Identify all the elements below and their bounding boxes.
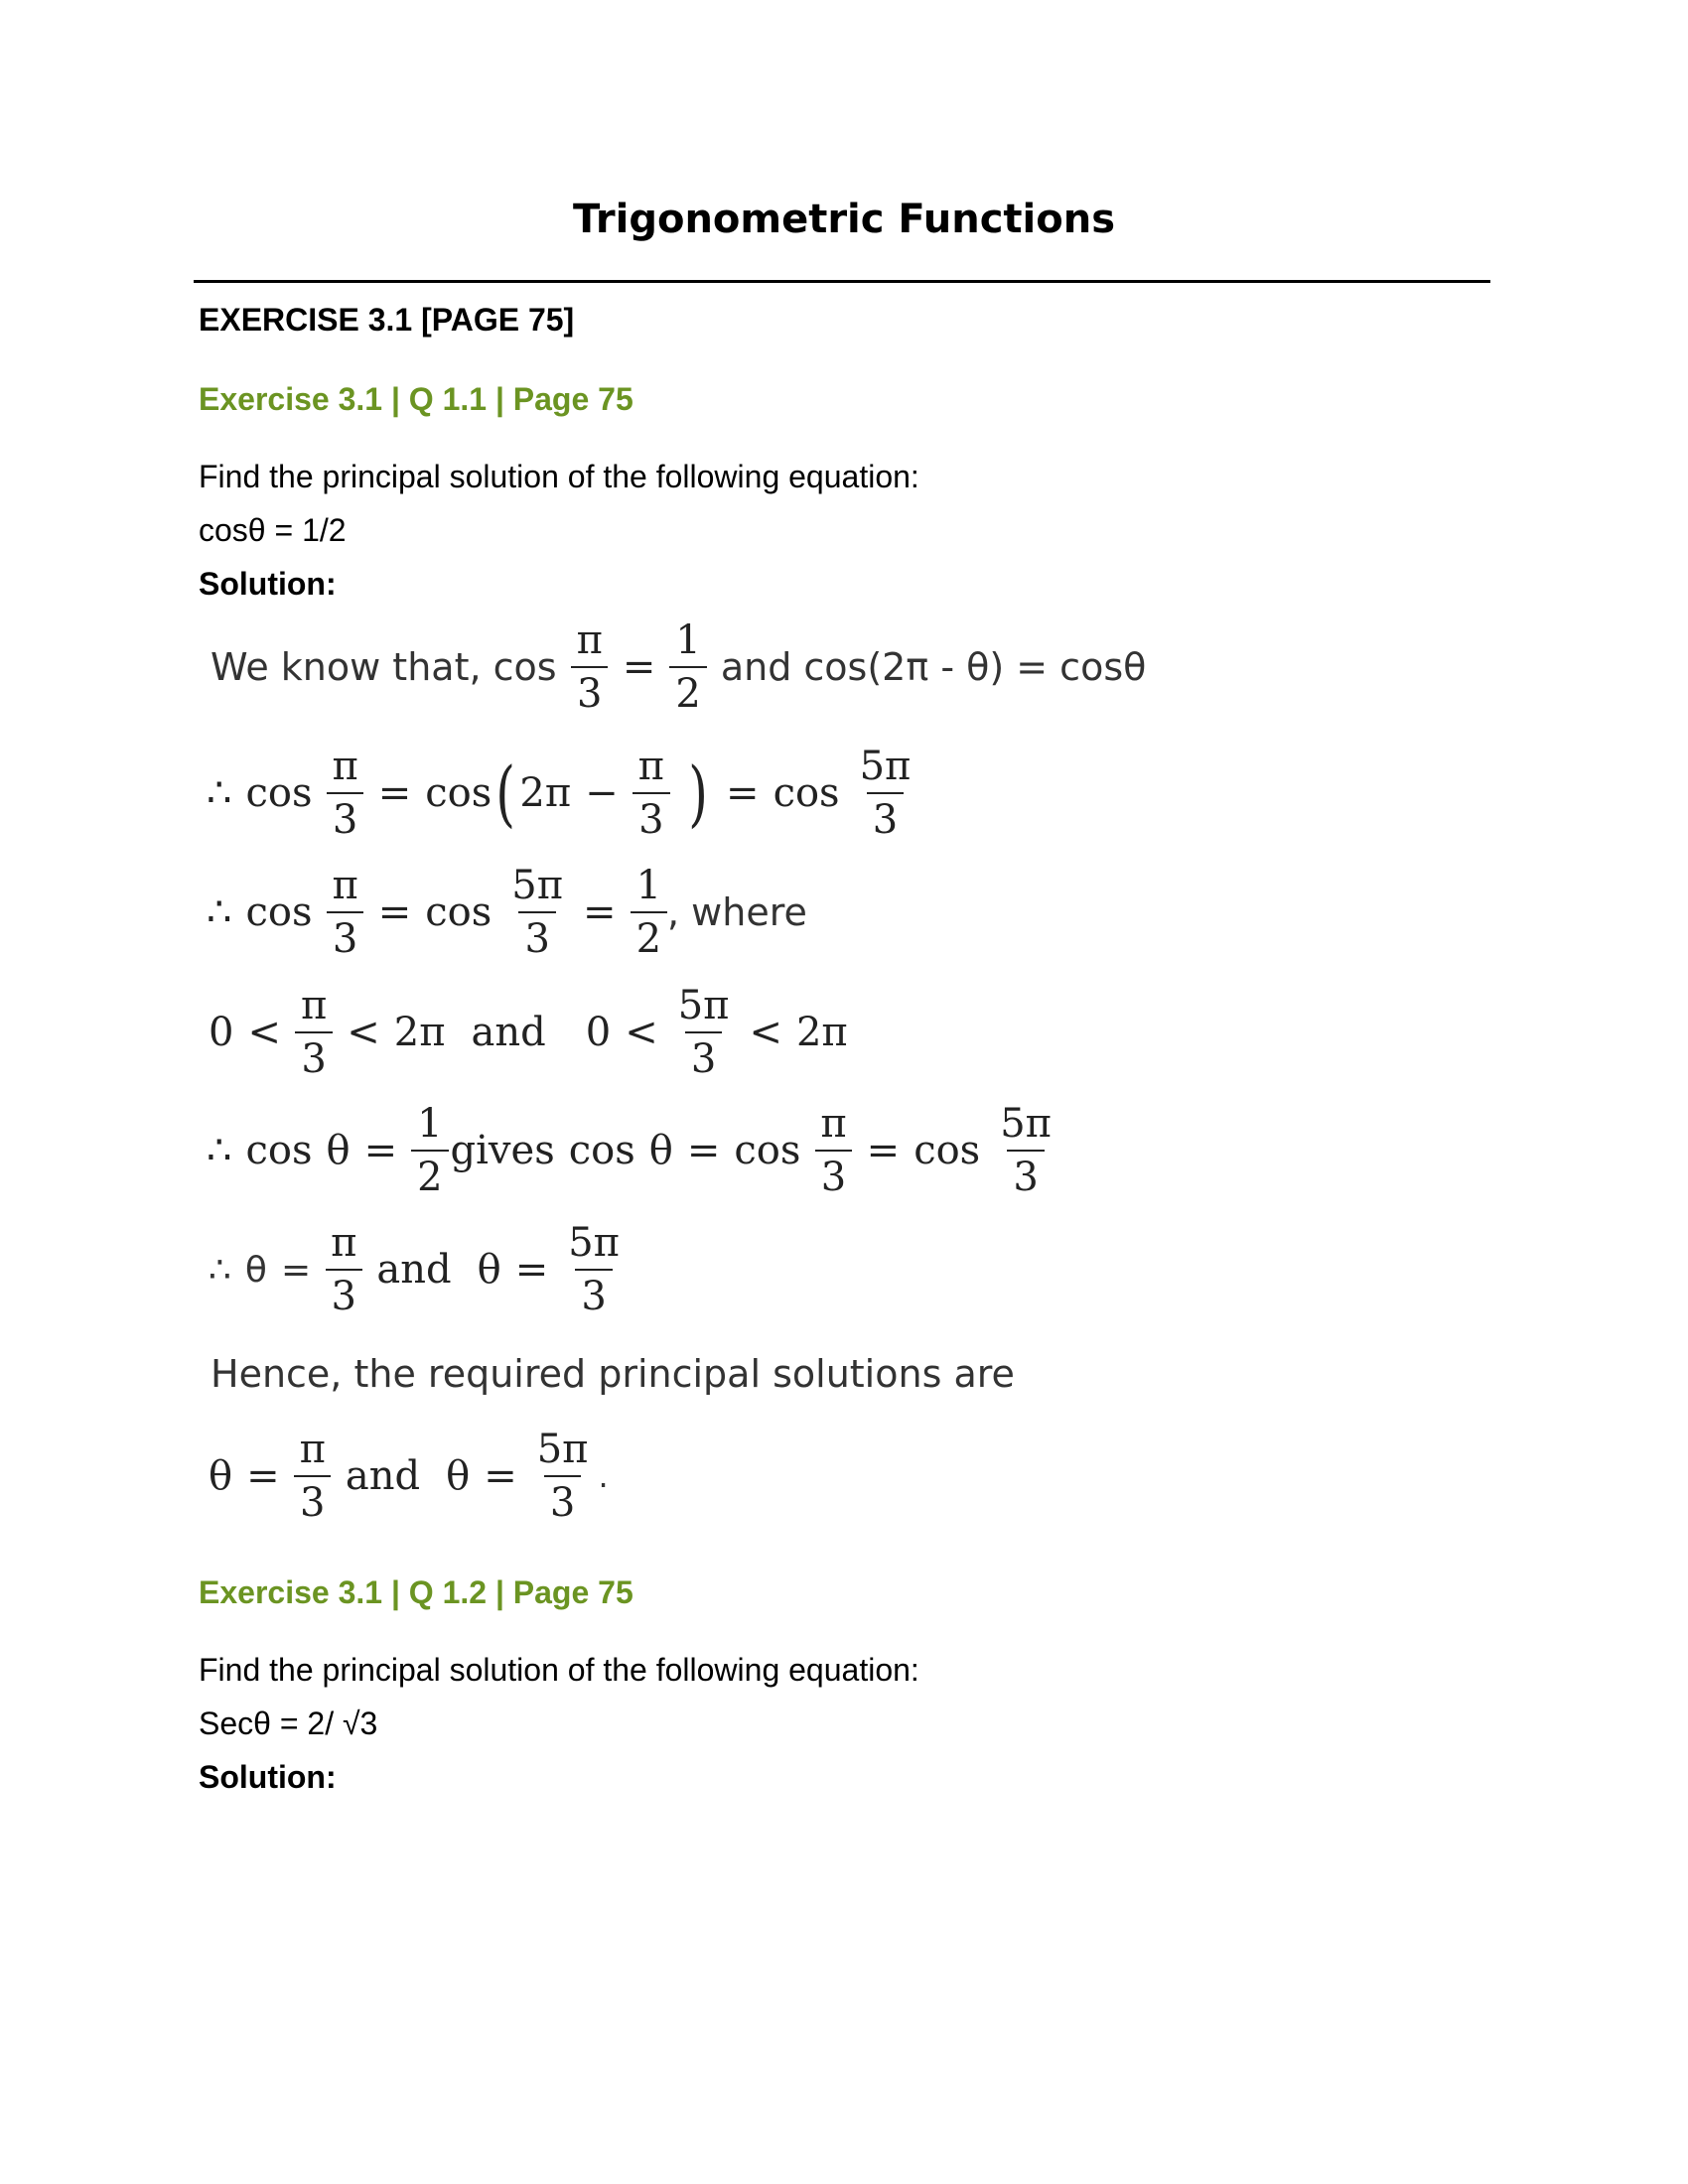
cos-function: cos xyxy=(425,770,492,816)
fraction xyxy=(326,863,363,962)
solution-final-answer xyxy=(209,1427,609,1526)
cos-function: cos xyxy=(425,889,492,935)
fraction xyxy=(295,983,333,1082)
equals-sign: = xyxy=(622,644,656,690)
therefore-symbol: ∴ xyxy=(209,1249,231,1291)
equals-sign: = xyxy=(484,1453,517,1499)
numerator: 5π xyxy=(859,744,912,789)
fraction xyxy=(411,1101,448,1200)
period: . xyxy=(598,1457,609,1495)
equals-sign: = xyxy=(377,889,412,935)
less-than: < xyxy=(749,1010,782,1055)
fraction xyxy=(562,1220,626,1319)
equals-sign: = xyxy=(726,770,760,816)
less-than: < xyxy=(625,1010,658,1055)
solution-step-5 xyxy=(207,1101,1071,1200)
denominator: 2 xyxy=(631,911,667,959)
denominator: 3 xyxy=(544,1475,581,1523)
theta: θ xyxy=(209,1453,233,1499)
cos-function: cos xyxy=(734,1128,801,1173)
numerator: 5π xyxy=(677,983,730,1028)
step-text: and cos(2π - θ) = cosθ xyxy=(720,645,1147,689)
question-heading: Exercise 3.1 | Q 1.2 | Page 75 xyxy=(199,1574,633,1610)
solution-step-4 xyxy=(209,983,848,1082)
numerator: π xyxy=(332,744,358,789)
denominator: 3 xyxy=(575,1269,612,1316)
cos-function: cos xyxy=(245,770,313,816)
denominator: 3 xyxy=(326,1269,362,1316)
denominator: 2 xyxy=(411,1150,448,1197)
theta: θ xyxy=(477,1247,501,1293)
equals-sign: = xyxy=(583,889,617,935)
solution-step-1 xyxy=(211,617,1147,717)
less-than: < xyxy=(247,1010,281,1055)
fraction xyxy=(294,1427,332,1526)
question-heading: Exercise 3.1 | Q 1.1 | Page 75 xyxy=(199,381,633,417)
cos-function: cos xyxy=(568,1128,635,1173)
theta: θ xyxy=(326,1128,351,1173)
theta: θ xyxy=(648,1128,673,1173)
zero: 0 xyxy=(209,1010,234,1055)
denominator: 3 xyxy=(571,666,608,714)
fraction xyxy=(505,863,569,962)
numerator: π xyxy=(299,1427,326,1472)
fraction xyxy=(633,744,670,843)
solution-conclusion: Hence, the required principal solutions are xyxy=(211,1352,1015,1396)
denominator: 3 xyxy=(327,911,363,959)
and-word: and xyxy=(345,1453,421,1499)
equals-sign: = xyxy=(363,1128,398,1173)
numerator: 1 xyxy=(635,863,662,908)
denominator: 3 xyxy=(685,1031,722,1079)
zero: 0 xyxy=(585,1010,612,1055)
numerator: π xyxy=(637,744,664,789)
equals-sign: = xyxy=(377,770,412,816)
cos-function: cos xyxy=(245,889,313,935)
fraction xyxy=(571,617,609,717)
gives-word: gives xyxy=(450,1128,555,1173)
numerator: 5π xyxy=(511,863,564,908)
numerator: π xyxy=(331,1220,357,1266)
numerator: 5π xyxy=(568,1220,620,1266)
equals-sign: = xyxy=(246,1453,280,1499)
equals-sign: = xyxy=(686,1128,721,1173)
denominator: 3 xyxy=(815,1150,852,1197)
fraction xyxy=(531,1427,595,1526)
numerator: π xyxy=(332,863,358,908)
right-paren: ) xyxy=(688,751,708,835)
equals-sign: = xyxy=(514,1247,549,1293)
fraction xyxy=(854,744,917,843)
fraction xyxy=(325,1220,362,1319)
two-pi: 2π xyxy=(519,770,572,816)
therefore-symbol: ∴ xyxy=(207,770,232,816)
two-pi: 2π xyxy=(795,1010,848,1055)
numerator: π xyxy=(576,617,603,663)
solution-step-6 xyxy=(209,1220,639,1319)
fraction xyxy=(672,983,736,1082)
title-divider xyxy=(194,280,1490,283)
solution-label: Solution: xyxy=(199,1759,337,1795)
cos-function: cos xyxy=(245,1128,313,1173)
therefore-symbol: ∴ xyxy=(207,889,232,935)
denominator: 3 xyxy=(633,792,669,840)
numerator: π xyxy=(300,983,328,1028)
question-prompt: Find the principal solution of the following equation: xyxy=(199,1652,919,1688)
therefore-symbol: ∴ xyxy=(207,1128,232,1173)
fraction xyxy=(631,863,667,962)
theta: θ xyxy=(446,1453,471,1499)
minus-sign: − xyxy=(585,770,619,816)
numerator: 1 xyxy=(675,617,701,663)
denominator: 3 xyxy=(518,911,555,959)
numerator: 5π xyxy=(1000,1101,1052,1147)
numerator: 1 xyxy=(417,1101,443,1147)
equals-sign: = xyxy=(280,1249,312,1291)
question-equation: cosθ = 1/2 xyxy=(199,512,347,548)
and-word: and xyxy=(376,1247,452,1293)
left-paren: ( xyxy=(495,751,516,835)
solution-step-3 xyxy=(207,863,807,962)
solution-step-2 xyxy=(207,744,930,843)
question-prompt: Find the principal solution of the following equation: xyxy=(199,459,919,494)
cos-function: cos xyxy=(773,770,840,816)
denominator: 3 xyxy=(295,1031,332,1079)
numerator: 5π xyxy=(536,1427,589,1472)
numerator: π xyxy=(820,1101,847,1147)
page-title: Trigonometric Functions xyxy=(573,197,1115,242)
fraction xyxy=(814,1101,852,1200)
solution-label: Solution: xyxy=(199,566,337,602)
fraction xyxy=(326,744,363,843)
question-equation: Secθ = 2/ √3 xyxy=(199,1706,378,1741)
less-than: < xyxy=(347,1010,380,1055)
equals-sign: = xyxy=(866,1128,901,1173)
and-word: and xyxy=(471,1010,546,1055)
cos-function: cos xyxy=(914,1128,981,1173)
denominator: 3 xyxy=(327,792,363,840)
theta: θ xyxy=(244,1249,267,1291)
fraction xyxy=(994,1101,1057,1200)
denominator: 3 xyxy=(294,1475,331,1523)
where-text: , where xyxy=(667,890,807,934)
two-pi: 2π xyxy=(393,1010,446,1055)
fraction xyxy=(669,617,706,717)
denominator: 2 xyxy=(669,666,706,714)
denominator: 3 xyxy=(867,792,904,840)
step-text: We know that, cos xyxy=(211,645,557,689)
denominator: 3 xyxy=(1007,1150,1044,1197)
exercise-heading: EXERCISE 3.1 [PAGE 75] xyxy=(199,302,575,338)
